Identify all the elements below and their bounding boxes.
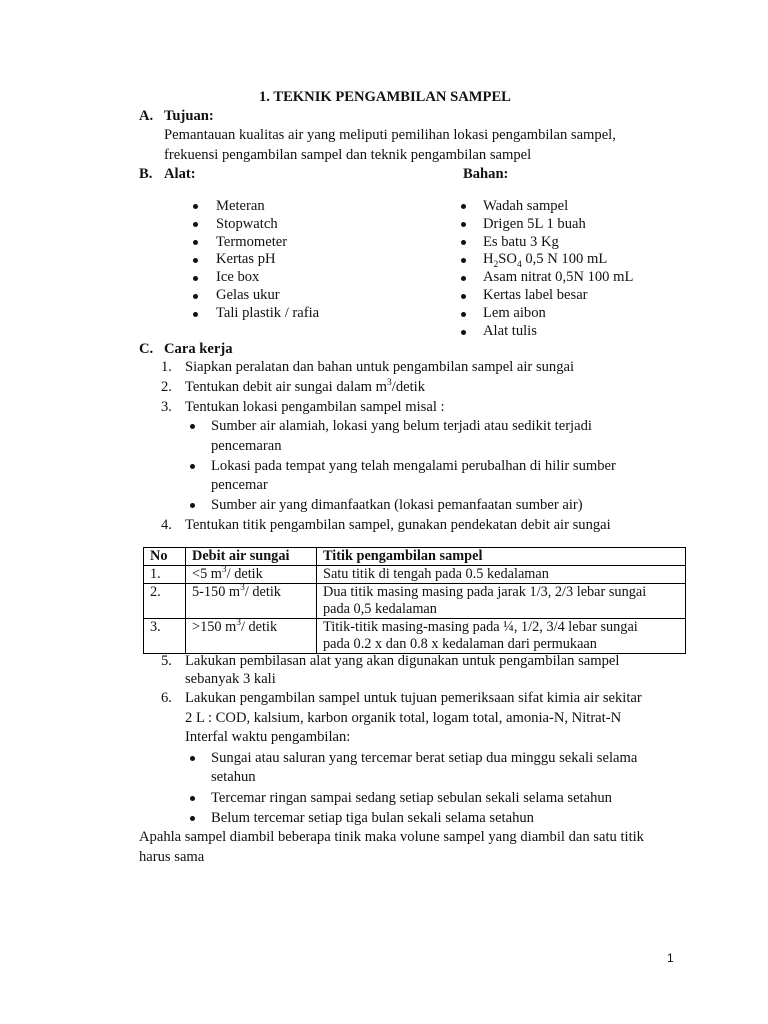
- interval-item: Tercemar ringan sampai sedang setiap sebulan sekali selama setahun: [211, 790, 612, 806]
- alat-item: Termometer: [216, 234, 288, 250]
- table-cell-debit: 5-150 $m^3/$ detik: [186, 584, 317, 619]
- table-cell-no: 1.: [144, 566, 186, 584]
- alat-item: Tali plastik / rafia: [216, 305, 320, 321]
- location-item: Lokasi pada tempat yang telah mengalami perubalhan di hilir sumber: [211, 458, 616, 474]
- location-item-cont: pencemaran: [211, 438, 282, 454]
- alat-item: Kertas pH: [216, 251, 276, 267]
- bullet-icon: [193, 222, 198, 227]
- interval-item: Belum tercemar setiap tiga bulan sekali selama setahun: [211, 810, 534, 826]
- step-6-text: Lakukan pengambilan sampel untuk tujuan pemeriksaan sifat kimia air sekitar: [185, 690, 642, 706]
- bullet-icon: [193, 258, 198, 263]
- step-5-text: Lakukan pembilasan alat yang akan digunakan untuk pengambilan sampel: [185, 653, 620, 669]
- alat-item: Ice box: [216, 269, 260, 285]
- table-header-debit: Debit air sungai: [186, 548, 317, 566]
- table-header-row: [144, 548, 686, 566]
- bahan-item: Alat tulis: [483, 323, 537, 339]
- table-row: [144, 619, 686, 654]
- step-6-interval-label: Interfal waktu pengambilan:: [185, 729, 351, 745]
- bahan-item: Kertas label besar: [483, 287, 588, 303]
- bullet-icon: [190, 503, 195, 508]
- page-title: 1. TEKNIK PENGAMBILAN SAMPEL: [259, 89, 511, 105]
- bahan-item-h2so4: $H_2SO_4$ 0,5 N 100 mL: [483, 251, 608, 270]
- step-4-text: Tentukan titik pengambilan sampel, gunakan pendekatan debit air sungai: [185, 517, 611, 533]
- table-row: [144, 566, 686, 584]
- bullet-icon: [461, 312, 466, 317]
- bullet-icon: [190, 816, 195, 821]
- table-cell-no: 2.: [144, 584, 186, 619]
- bullet-icon: [190, 464, 195, 469]
- section-c-title: Cara kerja: [164, 341, 233, 357]
- bullet-icon: [461, 204, 466, 209]
- bahan-item: Asam nitrat 0,5N 100 mL: [483, 269, 634, 285]
- bullet-icon: [461, 294, 466, 299]
- section-b-bahan-title: Bahan:: [463, 166, 509, 182]
- step-5-text-cont: sebanyak 3 kali: [185, 671, 276, 687]
- table-header-no: No: [144, 548, 186, 566]
- section-c-label: C.: [139, 341, 154, 357]
- section-a-text-line1: Pemantauan kualitas air yang meliputi pemilihan lokasi pengambilan sampel,: [164, 127, 616, 143]
- bullet-icon: [461, 240, 466, 245]
- section-a-text-line2: frekuensi pengambilan sampel dan teknik pengambilan sampel: [164, 147, 532, 163]
- bullet-icon: [461, 276, 466, 281]
- bahan-item: Lem aibon: [483, 305, 546, 321]
- location-item: Sumber air alamiah, lokasi yang belum terjadi atau sedikit terjadi: [211, 418, 592, 434]
- table-cell-debit: <5 $m^3/$ detik: [186, 566, 317, 584]
- bahan-item: Drigen 5L 1 buah: [483, 216, 586, 232]
- step-number: 3.: [161, 399, 172, 415]
- bullet-icon: [461, 330, 466, 335]
- section-b-label: B.: [139, 166, 153, 182]
- table-cell-no: 3.: [144, 619, 186, 654]
- closing-note-cont: harus sama: [139, 849, 205, 865]
- section-b-alat-title: Alat:: [164, 166, 196, 182]
- section-a-label: A.: [139, 108, 154, 124]
- table-row: [144, 584, 686, 619]
- alat-item: Meteran: [216, 198, 265, 214]
- step-number: 5.: [161, 653, 172, 669]
- step-number: 1.: [161, 359, 172, 375]
- step-6-text-cont: 2 L : COD, kalsium, karbon organik total, logam total, amonia-N, Nitrat-N: [185, 710, 622, 726]
- bullet-icon: [190, 796, 195, 801]
- bullet-icon: [190, 756, 195, 761]
- step-2-text: Tentukan debit air sungai dalam $m^3$/detik: [185, 378, 426, 395]
- alat-item: Gelas ukur: [216, 287, 280, 303]
- step-number: 6.: [161, 690, 172, 706]
- section-a-title: Tujuan:: [164, 108, 214, 124]
- interval-item: Sungai atau saluran yang tercemar berat setiap dua minggu sekali selama: [211, 750, 638, 766]
- table-cell-titik: Titik-titik masing-masing pada ¼, 1/2, 3/4 lebar sungai pada 0.2 x dan 0.8 x kedalaman dari permukaan: [317, 619, 686, 654]
- bullet-icon: [193, 312, 198, 317]
- location-item-cont: pencemar: [211, 477, 268, 493]
- bullet-icon: [193, 204, 198, 209]
- table-cell-titik: Satu titik di tengah pada 0.5 kedalaman: [317, 566, 686, 584]
- step-number: 4.: [161, 517, 172, 533]
- bahan-item: Wadah sampel: [483, 198, 569, 214]
- table-cell-debit: >150 $m^3/$ detik: [186, 619, 317, 654]
- interval-item-cont: setahun: [211, 769, 256, 785]
- bullet-icon: [461, 258, 466, 263]
- table-cell-titik: Dua titik masing masing pada jarak 1/3, 2/3 lebar sungai pada 0,5 kedalaman: [317, 584, 686, 619]
- step-number: 2.: [161, 379, 172, 395]
- step-3-text: Tentukan lokasi pengambilan sampel misal :: [185, 399, 445, 415]
- sampling-point-table: [143, 547, 686, 654]
- bullet-icon: [461, 222, 466, 227]
- alat-item: Stopwatch: [216, 216, 278, 232]
- table-header-titik: Titik pengambilan sampel: [317, 548, 686, 566]
- bahan-item: Es batu 3 Kg: [483, 234, 559, 250]
- bullet-icon: [193, 240, 198, 245]
- location-item: Sumber air yang dimanfaatkan (lokasi pemanfaatan sumber air): [211, 497, 583, 513]
- page-number: 1: [667, 951, 674, 965]
- bullet-icon: [193, 294, 198, 299]
- step-1-text: Siapkan peralatan dan bahan untuk pengambilan sampel air sungai: [185, 359, 575, 375]
- closing-note: Apahla sampel diambil beberapa tinik maka volune sampel yang diambil dan satu titik: [139, 829, 644, 845]
- bullet-icon: [193, 276, 198, 281]
- bullet-icon: [190, 424, 195, 429]
